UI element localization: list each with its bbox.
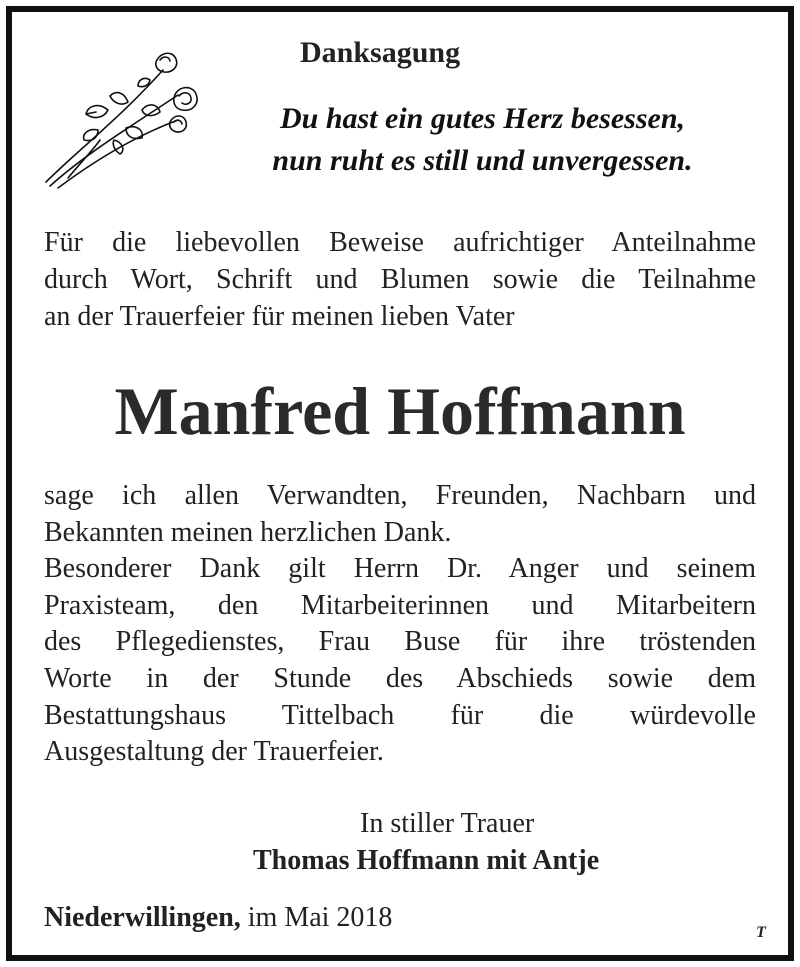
intro-line: Für die liebevollen Beweise aufrichtiger Anteilnahme bbox=[44, 227, 756, 258]
place-date bbox=[44, 902, 392, 934]
motto-line: nun ruht es still und unvergessen. bbox=[272, 144, 693, 177]
notice-date: im Mai 2018 bbox=[247, 902, 393, 933]
memorial-motto bbox=[215, 98, 750, 182]
intro-paragraph bbox=[44, 224, 756, 335]
place-name: Niederwillingen, bbox=[44, 902, 241, 933]
intro-line: durch Wort, Schrift und Blumen sowie die Teilnahme bbox=[44, 264, 756, 295]
thanks-paragraph bbox=[44, 478, 756, 771]
thanks-line: Praxisteam, den Mitarbeiterinnen und Mitarbeitern bbox=[44, 589, 756, 621]
intro-line: an der Trauerfeier für meinen lieben Vater bbox=[44, 301, 515, 332]
thanks-line: Worte in der Stunde des Abschieds sowie dem bbox=[44, 662, 756, 694]
notice-heading: Danksagung bbox=[300, 36, 461, 69]
thanks-line: Ausgestaltung der Trauerfeier. bbox=[44, 736, 384, 768]
closing-phrase: In stiller Trauer bbox=[360, 808, 535, 839]
publisher-mark: T bbox=[756, 924, 766, 941]
thanks-line: Bekannten meinen herzlichen Dank. bbox=[44, 516, 452, 548]
deceased-name: Manfred Hoffmann bbox=[114, 373, 686, 449]
thanks-line: des Pflegedienstes, Frau Buse für ihre tröstenden bbox=[44, 626, 756, 658]
signer-names: Thomas Hoffmann mit Antje bbox=[253, 845, 600, 876]
thanks-line: Bestattungshaus Tittelbach für die würdevolle bbox=[44, 699, 756, 731]
thanks-line: sage ich allen Verwandten, Freunden, Nachbarn und bbox=[44, 480, 756, 511]
motto-line: Du hast ein gutes Herz besessen, bbox=[279, 102, 686, 135]
thanks-line: Besonderer Dank gilt Herrn Dr. Anger und seinem bbox=[44, 553, 756, 585]
rose-icon bbox=[38, 40, 213, 190]
